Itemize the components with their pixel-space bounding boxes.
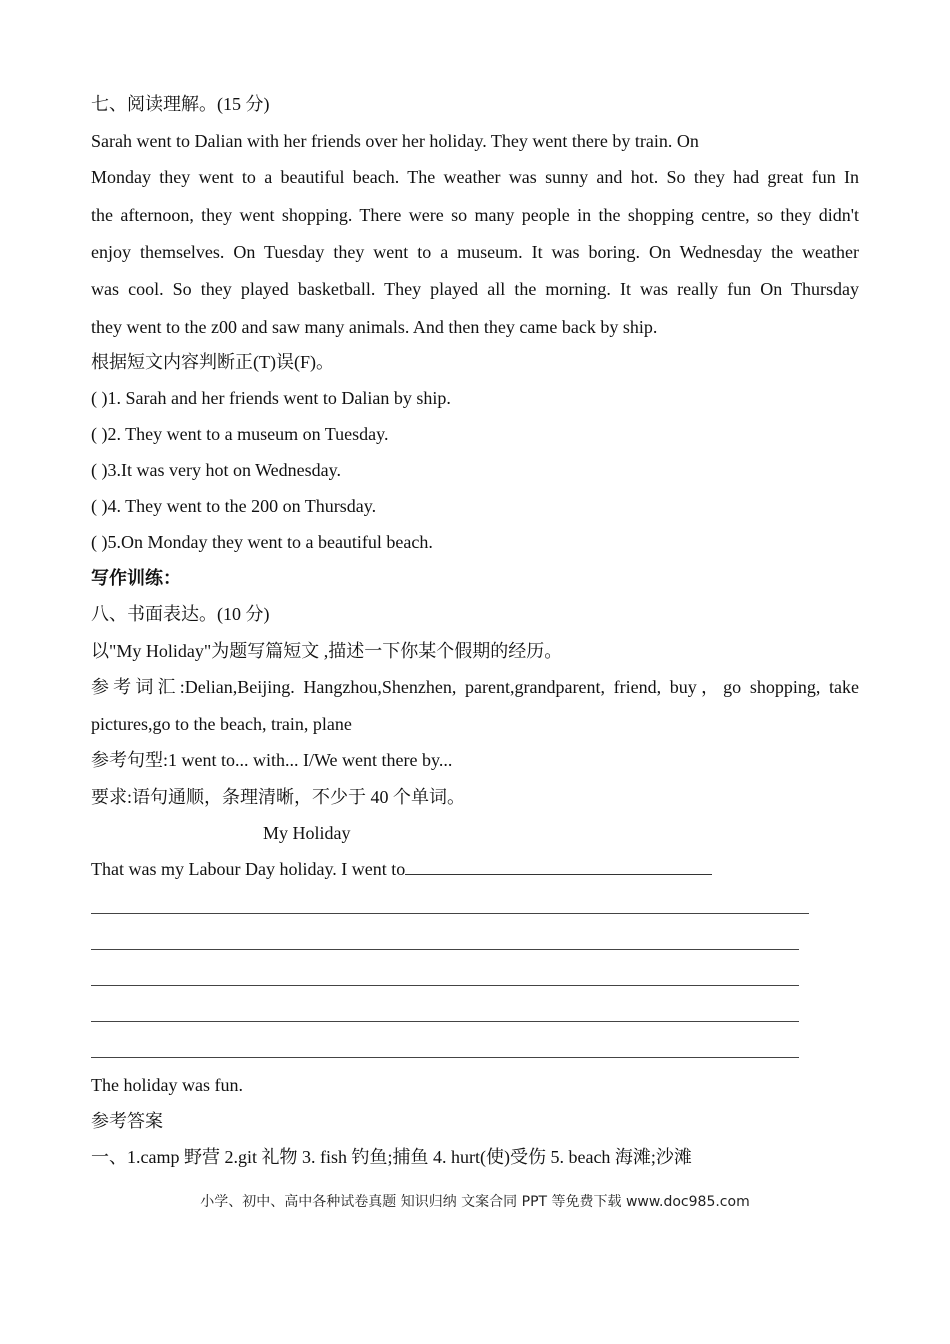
vocab-line-2: pictures,go to the beach, train, plane <box>91 714 352 734</box>
tf-instruction: 根据短文内容判断正(T)误(F)。 <box>91 352 334 372</box>
question-4: ( )4. They went to the 200 on Thursday. <box>91 496 377 516</box>
passage-line-3: the afternoon, they went shopping. There were so many people in the shopping centre, so they didn't <box>91 205 859 225</box>
section-7-heading: 七、阅读理解。(15 分) <box>91 94 270 114</box>
writing-title: 写作训练： <box>91 568 181 588</box>
question-3: ( )3.It was very hot on Wednesday. <box>91 460 341 480</box>
writing-line-1[interactable] <box>91 913 809 914</box>
essay-start-line <box>91 858 712 880</box>
answers-heading: 参考答案 <box>91 1111 163 1131</box>
passage-line-2: Monday they went to a beautiful beach. The weather was sunny and hot. So they had great fun In <box>91 167 859 187</box>
essay-start-text: That was my Labour Day holiday. I went to <box>91 859 406 879</box>
passage-line-5: was cool. So they played basketball. They played all the morning. It was really fun On Thursday <box>91 279 859 299</box>
passage-line-6: they went to the z00 and saw many animals. And then they came back by ship. <box>91 317 658 337</box>
footer-watermark: 小学、初中、高中各种试卷真题 知识归纳 文案合同 PPT 等免费下载 www.doc985.com <box>200 1194 750 1210</box>
passage-line-4: enjoy themselves. On Tuesday they went to a museum. It was boring. On Wednesday the weather <box>91 242 859 262</box>
requirements: 要求:语句通顺，条理清晰，不少于 40 个单词。 <box>91 787 465 807</box>
essay-blank-inline[interactable] <box>405 858 712 875</box>
question-5: ( )5.On Monday they went to a beautiful beach. <box>91 532 433 552</box>
passage-line-1: Sarah went to Dalian with her friends over her holiday. They went there by train. On <box>91 131 699 151</box>
writing-line-3[interactable] <box>91 985 799 986</box>
writing-line-2[interactable] <box>91 949 799 950</box>
writing-line-5[interactable] <box>91 1057 799 1058</box>
essay-end: The holiday was fun. <box>91 1075 243 1095</box>
section-8-heading: 八、书面表达。(10 分) <box>91 604 270 624</box>
writing-line-4[interactable] <box>91 1021 799 1022</box>
answers-line-1: 一、1.camp 野营 2.git 礼物 3. fish 钓鱼;捕鱼 4. hurt(使)受伤 5. beach 海滩;沙滩 <box>91 1147 692 1167</box>
question-1: ( )1. Sarah and her friends went to Dalian by ship. <box>91 388 451 408</box>
question-2: ( )2. They went to a museum on Tuesday. <box>91 424 389 444</box>
vocab-line-1: 参考词汇:Delian,Beijing. Hangzhou,Shenzhen, parent,grandparent, friend, buy，go shopping, take <box>91 677 859 697</box>
sentence-patterns: 参考句型:1 went to... with... I/We went there by... <box>91 750 453 770</box>
writing-prompt: 以"My Holiday"为题写篇短文 ,描述一下你某个假期的经历。 <box>91 641 563 661</box>
essay-title: My Holiday <box>263 823 351 843</box>
